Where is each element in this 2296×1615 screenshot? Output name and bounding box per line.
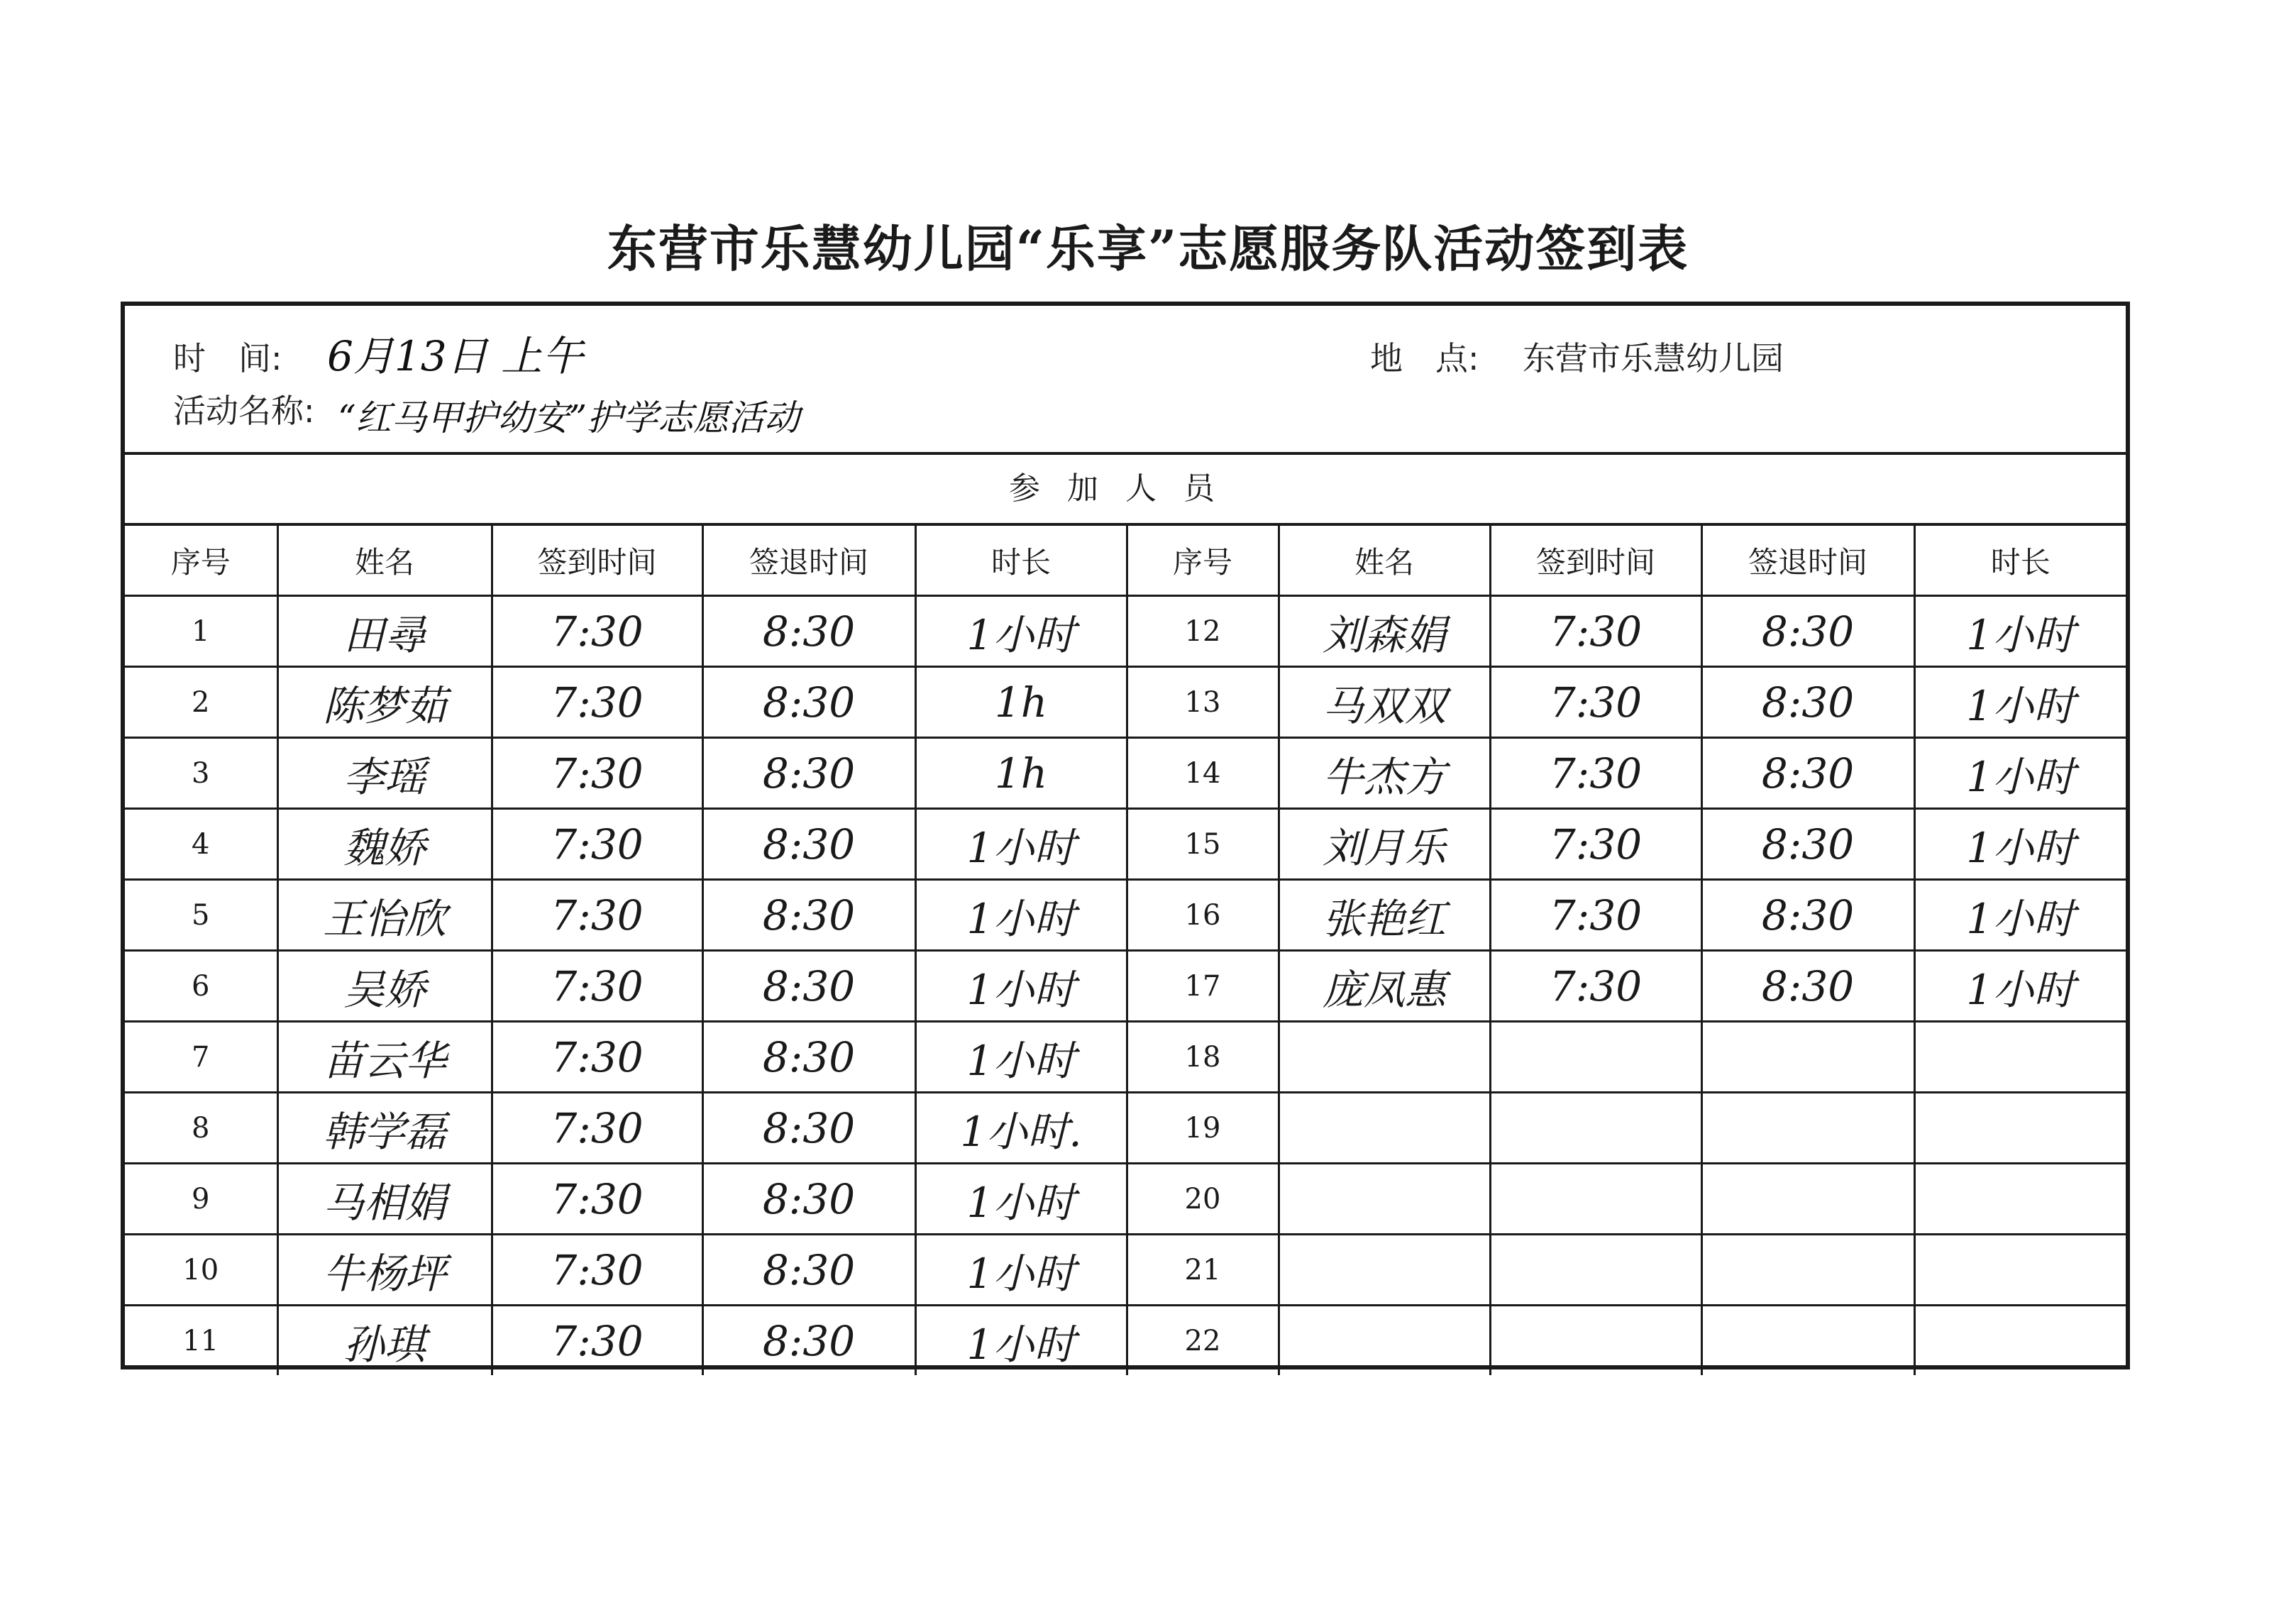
left-signin-time-cell: 7:30	[492, 809, 702, 880]
left-signin-time-cell: 7:30	[492, 880, 702, 951]
right-duration-header: 时长	[1914, 526, 2126, 596]
left-signout-time-cell: 8:30	[702, 1235, 915, 1306]
left-duration-cell: 1小时	[915, 596, 1127, 667]
left-name-cell: 王怡欣	[277, 880, 492, 951]
right-duration-cell	[1914, 1093, 2126, 1164]
left-name-cell: 孙琪	[277, 1306, 492, 1376]
left-serial-cell: 1	[125, 596, 277, 667]
left-serial-cell: 5	[125, 880, 277, 951]
left-no-header: 序号	[125, 526, 277, 596]
form-title: 东营市乐慧幼儿园“乐享”志愿服务队活动签到表	[607, 219, 1689, 278]
right-duration-cell: 1小时	[1914, 738, 2126, 809]
activity-name-label: 活动名称:	[173, 392, 315, 430]
left-duration-cell: 1小时	[915, 880, 1127, 951]
left-signout-time-cell: 8:30	[702, 738, 915, 809]
right-duration-cell: 1小时	[1914, 596, 2126, 667]
right-signout-time-cell: 8:30	[1701, 738, 1914, 809]
left-signin-time-cell: 7:30	[492, 667, 702, 738]
left-signin-time-cell: 7:30	[492, 738, 702, 809]
right-signin-time-cell	[1490, 1093, 1701, 1164]
right-name-cell	[1279, 1093, 1490, 1164]
left-signin-time-cell: 7:30	[492, 596, 702, 667]
right-name-cell: 刘森娟	[1279, 596, 1490, 667]
left-signin-time-cell: 7:30	[492, 1164, 702, 1235]
time-value: 6月13日 上午	[327, 332, 584, 380]
table-row	[125, 809, 2126, 880]
right-signout-time-cell	[1701, 1306, 1914, 1376]
right-duration-cell: 1小时	[1914, 880, 2126, 951]
right-signin-time-cell: 7:30	[1490, 667, 1701, 738]
activity-info	[125, 306, 2126, 455]
header-row	[125, 526, 2126, 596]
right-signin-time-cell	[1490, 1235, 1701, 1306]
left-name-cell: 田尋	[277, 596, 492, 667]
left-name-cell: 牛杨坪	[277, 1235, 492, 1306]
right-serial-cell: 16	[1127, 880, 1279, 951]
right-serial-cell: 13	[1127, 667, 1279, 738]
right-signin-time-cell	[1490, 1022, 1701, 1093]
left-serial-cell: 3	[125, 738, 277, 809]
right-no-header: 序号	[1127, 526, 1279, 596]
right-serial-cell: 22	[1127, 1306, 1279, 1376]
right-duration-cell	[1914, 1164, 2126, 1235]
left-signout-time-cell: 8:30	[702, 809, 915, 880]
left-signin-time-cell: 7:30	[492, 1306, 702, 1376]
right-name-cell	[1279, 1022, 1490, 1093]
right-signin-time-cell	[1490, 1306, 1701, 1376]
left-name-cell: 陈梦茹	[277, 667, 492, 738]
participants-table	[125, 526, 2126, 1375]
left-signout-time-cell: 8:30	[702, 1306, 915, 1376]
right-serial-cell: 17	[1127, 951, 1279, 1022]
table-row	[125, 1164, 2126, 1235]
left-signout-time-cell: 8:30	[702, 667, 915, 738]
sign-in-sheet	[121, 302, 2130, 1369]
right-duration-cell: 1小时	[1914, 809, 2126, 880]
left-name-cell: 韩学磊	[277, 1093, 492, 1164]
right-signout-time-cell: 8:30	[1701, 951, 1914, 1022]
left-name-cell: 马相娟	[277, 1164, 492, 1235]
time-label: 时 间:	[173, 339, 282, 377]
activity-name-value: “红马甲护幼安”护学志愿活动	[338, 397, 800, 439]
participants-heading: 参加人员	[125, 455, 2126, 526]
right-serial-cell: 14	[1127, 738, 1279, 809]
left-signin-time-cell: 7:30	[492, 1093, 702, 1164]
table-body	[125, 596, 2126, 1376]
right-serial-cell: 21	[1127, 1235, 1279, 1306]
right-name-cell: 张艳红	[1279, 880, 1490, 951]
right-name-cell: 庞凤惠	[1279, 951, 1490, 1022]
left-duration-cell: 1h	[915, 738, 1127, 809]
left-signout-time-cell: 8:30	[702, 951, 915, 1022]
table-row	[125, 880, 2126, 951]
right-signout-time-cell	[1701, 1022, 1914, 1093]
left-signin-time-cell: 7:30	[492, 1235, 702, 1306]
right-duration-cell	[1914, 1022, 2126, 1093]
right-signin-time-cell	[1490, 1164, 1701, 1235]
right-serial-cell: 20	[1127, 1164, 1279, 1235]
place-label: 地 点:	[1370, 339, 1479, 377]
table-row	[125, 738, 2126, 809]
left-duration-cell: 1小时	[915, 1306, 1127, 1376]
right-name-cell	[1279, 1164, 1490, 1235]
right-signout-time-cell: 8:30	[1701, 880, 1914, 951]
right-serial-cell: 12	[1127, 596, 1279, 667]
right-duration-cell	[1914, 1235, 2126, 1306]
place-value: 东营市乐慧幼儿园	[1523, 339, 1784, 377]
right-serial-cell: 18	[1127, 1022, 1279, 1093]
left-serial-cell: 8	[125, 1093, 277, 1164]
right-signout-time-cell	[1701, 1093, 1914, 1164]
right-duration-cell: 1小时	[1914, 951, 2126, 1022]
left-signin-header: 签到时间	[492, 526, 702, 596]
left-duration-cell: 1小时	[915, 1022, 1127, 1093]
right-signout-time-cell	[1701, 1164, 1914, 1235]
right-name-cell	[1279, 1306, 1490, 1376]
table-row	[125, 1093, 2126, 1164]
table-row	[125, 596, 2126, 667]
right-signout-time-cell: 8:30	[1701, 596, 1914, 667]
left-name-cell: 魏娇	[277, 809, 492, 880]
right-name-header: 姓名	[1279, 526, 1490, 596]
right-name-cell: 马双双	[1279, 667, 1490, 738]
left-name-cell: 吴娇	[277, 951, 492, 1022]
table-row	[125, 1306, 2126, 1376]
left-serial-cell: 7	[125, 1022, 277, 1093]
left-duration-cell: 1小时	[915, 1235, 1127, 1306]
left-duration-cell: 1小时	[915, 1164, 1127, 1235]
left-serial-cell: 6	[125, 951, 277, 1022]
left-name-header: 姓名	[277, 526, 492, 596]
left-signout-time-cell: 8:30	[702, 596, 915, 667]
right-signin-time-cell: 7:30	[1490, 951, 1701, 1022]
left-serial-cell: 2	[125, 667, 277, 738]
left-serial-cell: 10	[125, 1235, 277, 1306]
right-signout-time-cell	[1701, 1235, 1914, 1306]
left-serial-cell: 4	[125, 809, 277, 880]
left-signout-header: 签退时间	[702, 526, 915, 596]
left-duration-cell: 1小时	[915, 809, 1127, 880]
left-signout-time-cell: 8:30	[702, 1164, 915, 1235]
right-signin-header: 签到时间	[1490, 526, 1701, 596]
left-serial-cell: 9	[125, 1164, 277, 1235]
right-signin-time-cell: 7:30	[1490, 809, 1701, 880]
right-duration-cell: 1小时	[1914, 667, 2126, 738]
left-signin-time-cell: 7:30	[492, 1022, 702, 1093]
table-row	[125, 1022, 2126, 1093]
left-name-cell: 李瑶	[277, 738, 492, 809]
table-row	[125, 1235, 2126, 1306]
right-signin-time-cell: 7:30	[1490, 880, 1701, 951]
right-name-cell	[1279, 1235, 1490, 1306]
right-signin-time-cell: 7:30	[1490, 596, 1701, 667]
table-row	[125, 667, 2126, 738]
right-signout-time-cell: 8:30	[1701, 667, 1914, 738]
left-duration-header: 时长	[915, 526, 1127, 596]
right-serial-cell: 15	[1127, 809, 1279, 880]
right-name-cell: 牛杰方	[1279, 738, 1490, 809]
right-serial-cell: 19	[1127, 1093, 1279, 1164]
left-duration-cell: 1小时	[915, 951, 1127, 1022]
left-duration-cell: 1h	[915, 667, 1127, 738]
left-name-cell: 苗云华	[277, 1022, 492, 1093]
right-signout-time-cell: 8:30	[1701, 809, 1914, 880]
right-signout-header: 签退时间	[1701, 526, 1914, 596]
left-signin-time-cell: 7:30	[492, 951, 702, 1022]
left-signout-time-cell: 8:30	[702, 880, 915, 951]
right-name-cell: 刘月乐	[1279, 809, 1490, 880]
left-duration-cell: 1小时.	[915, 1093, 1127, 1164]
right-signin-time-cell: 7:30	[1490, 738, 1701, 809]
table-row	[125, 951, 2126, 1022]
left-serial-cell: 11	[125, 1306, 277, 1376]
left-signout-time-cell: 8:30	[702, 1093, 915, 1164]
left-signout-time-cell: 8:30	[702, 1022, 915, 1093]
right-duration-cell	[1914, 1306, 2126, 1376]
